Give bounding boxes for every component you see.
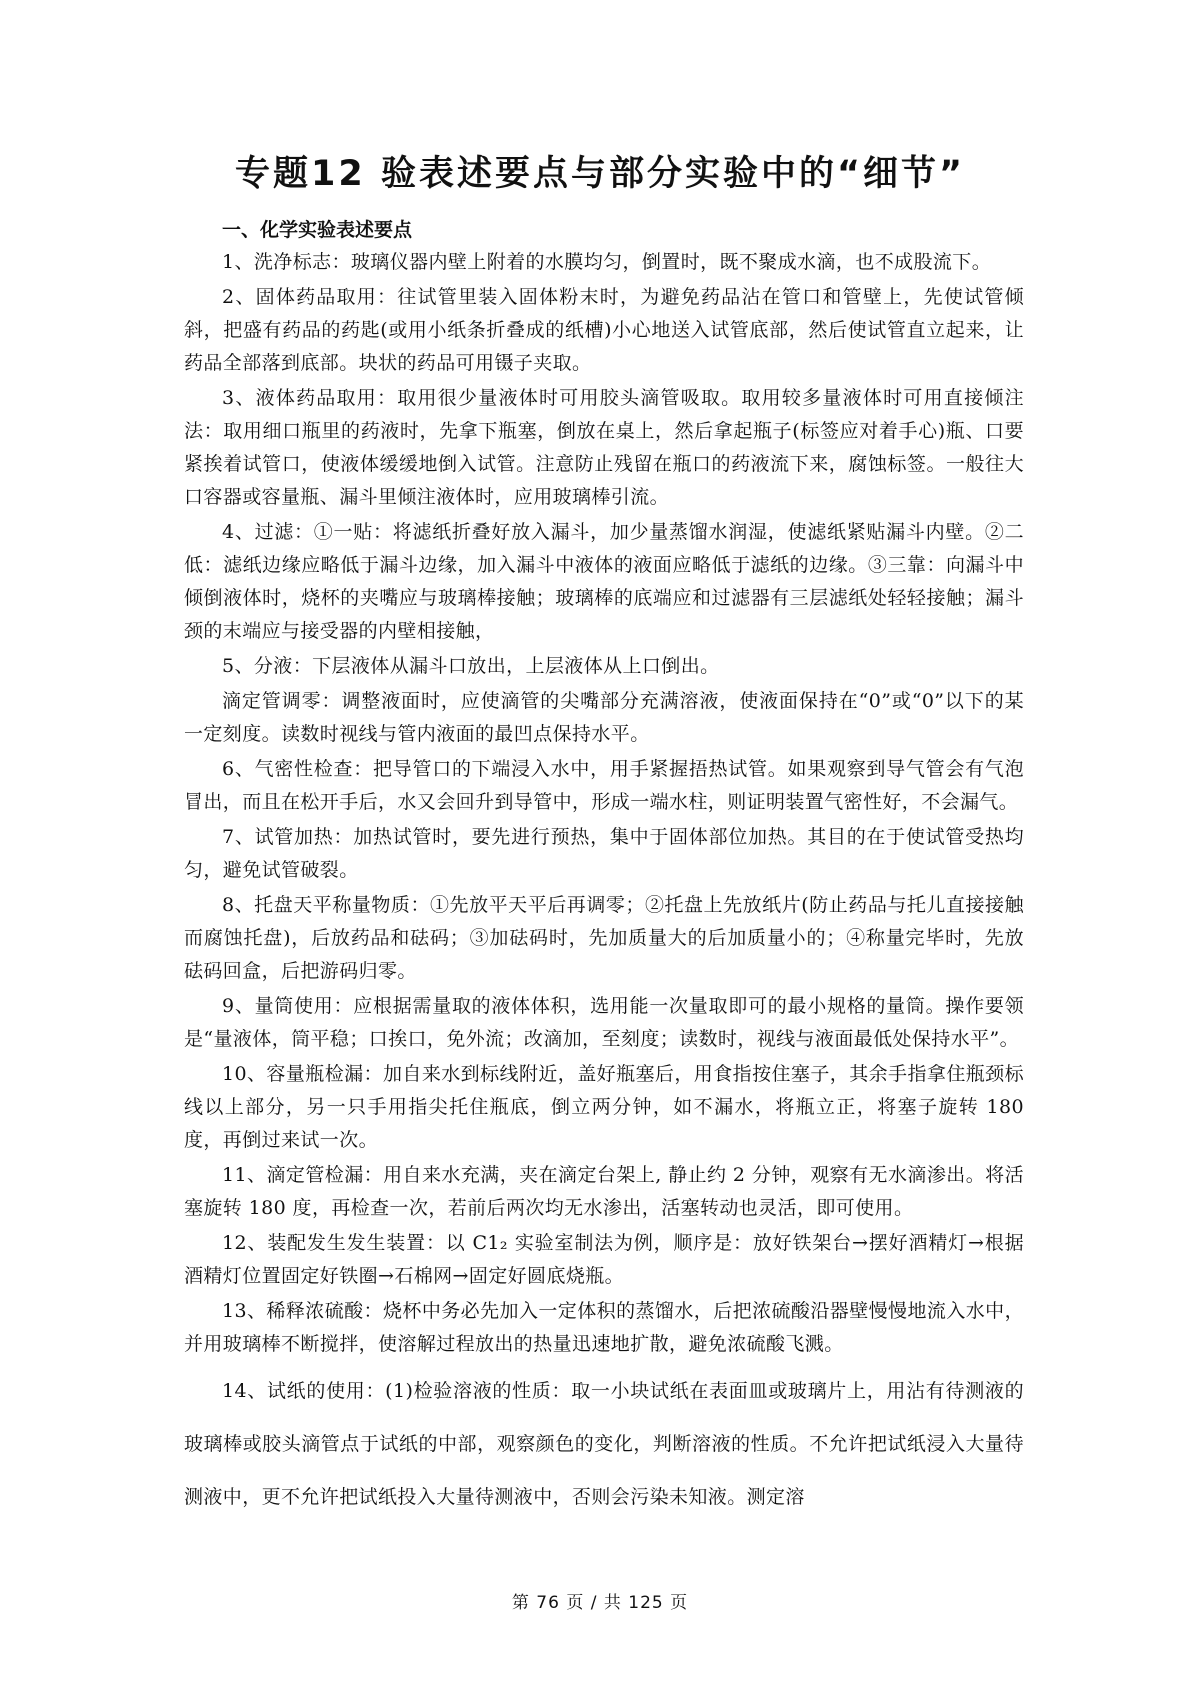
page-number-footer: 第 76 页 / 共 125 页 [511,1593,689,1613]
paragraph-14: 14、试纸的使用：(1)检验溶液的性质：取一小块试纸在表面皿或玻璃片上，用沾有待测液的玻璃棒或胶头滴管点于试纸的中部，观察颜色的变化，判断溶液的性质。不允许把试纸浸入大量待测液中，更不允许把试纸投入大量待测液中，否则会污染未知液。测定溶 [184,1380,1024,1508]
paragraph-8: 8、托盘天平称量物质：①先放平天平后再调零；②托盘上先放纸片(防止药品与托儿直接接触而腐蚀托盘)，后放药品和砝码；③加砝码时，先加质量大的后加质量小的；④称量完毕时，先放砝码回盒，后把游码归零。 [184,894,1024,982]
section-heading: 一、化学实验表述要点 [222,219,413,241]
paragraph-3: 3、液体药品取用：取用很少量液体时可用胶头滴管吸取。取用较多量液体时可用直接倾注法：取用细口瓶里的药液时，先拿下瓶塞，倒放在桌上，然后拿起瓶子(标签应对着手心)瓶、口要紧挨着试管口，使液体缓缓地倒入试管。注意防止残留在瓶口的药液流下来，腐蚀标签。一般往大口容器或容量瓶、漏斗里倾注液体时，应用玻璃棒引流。 [184,387,1024,508]
paragraph-4: 4、过滤：①一贴：将滤纸折叠好放入漏斗，加少量蒸馏水润湿，使滤纸紧贴漏斗内壁。②二低：滤纸边缘应略低于漏斗边缘，加入漏斗中液体的液面应略低于滤纸的边缘。③三靠：向漏斗中倾倒液体时，烧杯的夹嘴应与玻璃棒接触；玻璃棒的底端应和过滤器有三层滤纸处轻轻接触；漏斗颈的末端应与接受器的内壁相接触， [184,521,1024,642]
paragraph-6: 6、气密性检查：把导管口的下端浸入水中，用手紧握捂热试管。如果观察到导气管会有气泡冒出，而且在松开手后，水又会回升到导管中，形成一端水柱，则证明装置气密性好，不会漏气。 [184,758,1024,813]
paragraph-9: 9、量筒使用：应根据需量取的液体体积，选用能一次量取即可的最小规格的量筒。操作要领是“量液体，筒平稳；口挨口，免外流；改滴加，至刻度；读数时，视线与液面最低处保持水平”。 [184,995,1024,1050]
paragraph-5: 5、分液：下层液体从漏斗口放出，上层液体从上口倒出。 [222,655,720,677]
paragraph-2: 2、固体药品取用：往试管里装入固体粉末时，为避免药品沾在管口和管壁上，先使试管倾斜，把盛有药品的药匙(或用小纸条折叠成的纸槽)小心地送入试管底部，然后使试管直立起来，让药品全部落到底部。块状的药品可用镊子夹取。 [184,286,1024,374]
paragraph-12: 12、装配发生发生装置：以 C1₂ 实验室制法为例，顺序是：放好铁架台→摆好酒精灯→根据酒精灯位置固定好铁圈→石棉网→固定好圆底烧瓶。 [184,1232,1024,1287]
paragraph-13: 13、稀释浓硫酸：烧杯中务必先加入一定体积的蒸馏水，后把浓硫酸沿器壁慢慢地流入水中，并用玻璃棒不断搅拌，使溶解过程放出的热量迅速地扩散，避免浓硫酸飞溅。 [184,1300,1024,1355]
paragraph-7: 7、试管加热：加热试管时，要先进行预热，集中于固体部位加热。其目的在于使试管受热均匀，避免试管破裂。 [184,826,1024,881]
paragraph-1: 1、洗净标志：玻璃仪器内壁上附着的水膜均匀，倒置时，既不聚成水滴，也不成股流下。 [222,251,992,273]
document-body [184,214,1024,1526]
paragraph-10: 10、容量瓶检漏：加自来水到标线附近，盖好瓶塞后，用食指按住塞子，其余手指拿住瓶颈标线以上部分，另一只手用指尖托住瓶底，倒立两分钟，如不漏水，将瓶立正，将塞子旋转 180 度，再倒过来试一次。 [184,1063,1024,1151]
paragraph-11: 11、滴定管检漏：用自来水充满，夹在滴定台架上, 静止约 2 分钟，观察有无水滴渗出。将活塞旋转 180 度，再检查一次，若前后两次均无水渗出，活塞转动也灵活，即可使用。 [184,1164,1024,1219]
paragraph-burette-zero: 滴定管调零：调整液面时，应使滴管的尖嘴部分充满溶液，使液面保持在“0”或“0”以下的某一定刻度。读数时视线与管内液面的最凹点保持水平。 [184,690,1024,745]
page-title: 专题12 验表述要点与部分实验中的“细节” [235,154,965,194]
